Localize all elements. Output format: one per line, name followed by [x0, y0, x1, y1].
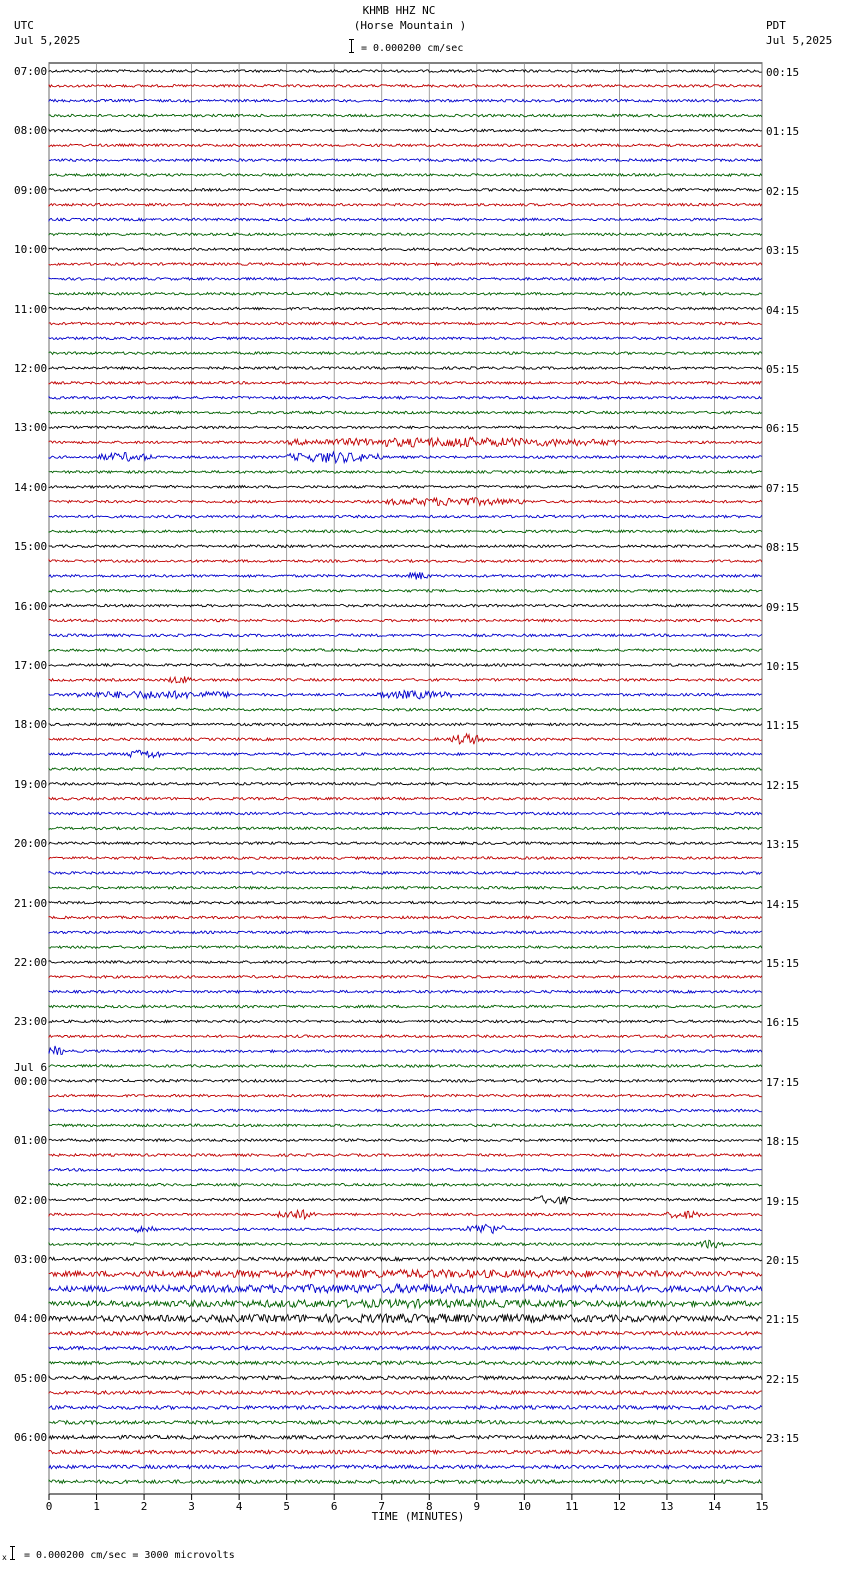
trace-line [49, 946, 762, 949]
local-hour-label: 20:15 [766, 1254, 800, 1267]
x-tick-label: 6 [330, 1500, 338, 1513]
utc-hour-label: 17:00 [14, 659, 48, 672]
trace-line [49, 797, 762, 800]
utc-hour-label: 06:00 [14, 1431, 48, 1445]
local-hour-label: 16:15 [766, 1016, 800, 1030]
trace-line [49, 437, 762, 447]
utc-hour-label: 09:00 [14, 183, 48, 197]
right-date: Jul 5,2025 [766, 34, 833, 47]
local-hour-label: 08:15 [766, 541, 800, 555]
utc-hour-label: 08:00 [14, 124, 48, 138]
local-hour-label: 12:15 [766, 778, 800, 792]
trace-line [49, 1224, 762, 1233]
trace-line [49, 70, 762, 73]
trace-line [49, 572, 762, 579]
utc-hour-label: 20:00 [14, 837, 48, 851]
trace-line [49, 396, 762, 399]
trace-line [49, 545, 762, 548]
trace-line [49, 1421, 762, 1425]
x-tick-label: 5 [283, 1500, 290, 1513]
trace-line [49, 1210, 762, 1219]
trace-line [49, 1299, 762, 1308]
utc-hour-label: 04:00 [14, 1312, 48, 1326]
trace-line [49, 515, 762, 518]
utc-hour-label: 13:00 [14, 421, 48, 435]
x-tick-label: 1 [93, 1500, 100, 1513]
trace-line [49, 233, 762, 236]
trace-line [49, 590, 762, 593]
footer-scale-bar-icon [10, 1546, 15, 1560]
trace-line [49, 1257, 762, 1261]
trace-line [49, 1450, 762, 1454]
local-hour-label: 02:15 [766, 184, 800, 198]
trace-line [49, 901, 762, 904]
trace-line [49, 872, 762, 875]
trace-line [49, 144, 762, 147]
trace-line [49, 1080, 762, 1083]
station-title: KHMB HHZ NC [362, 4, 436, 17]
trace-line [49, 1314, 762, 1323]
trace-line [49, 426, 762, 429]
trace-line [49, 560, 762, 563]
local-hour-label: 09:15 [766, 600, 800, 614]
trace-line [49, 1065, 762, 1068]
x-tick-label: 9 [473, 1500, 481, 1513]
trace-line [49, 1361, 762, 1365]
local-hour-label: 04:15 [766, 303, 800, 317]
trace-line [49, 604, 762, 607]
trace-line [49, 85, 762, 88]
trace-line [49, 734, 762, 744]
trace-line [49, 114, 762, 117]
trace-line [49, 842, 762, 845]
x-tick-label: 0 [45, 1500, 53, 1513]
utc-hour-label: 02:00 [14, 1193, 48, 1207]
utc-hour-label: 00:00 [14, 1074, 48, 1088]
trace-line [49, 174, 762, 177]
trace-line [49, 691, 762, 699]
trace-line [49, 1139, 762, 1142]
trace-line [49, 1284, 762, 1293]
trace-line [49, 1346, 762, 1350]
trace-line [49, 1020, 762, 1023]
trace-line [49, 486, 762, 489]
trace-line [49, 1035, 762, 1038]
trace-line [49, 1154, 762, 1157]
trace-line [49, 976, 762, 979]
trace-line [49, 708, 762, 711]
trace-line [49, 634, 762, 637]
utc-hour-label: 03:00 [14, 1253, 48, 1266]
trace-line [49, 916, 762, 919]
utc-hour-label: 05:00 [14, 1371, 48, 1385]
x-tick-label: 10 [517, 1500, 531, 1513]
trace-line [49, 1480, 762, 1484]
utc-hour-label: 21:00 [14, 896, 48, 910]
utc-hour-label: 15:00 [14, 540, 48, 554]
trace-line [49, 307, 762, 310]
trace-line [49, 664, 762, 667]
trace-line [49, 159, 762, 162]
utc-hour-label: 19:00 [14, 777, 48, 791]
trace-line [49, 1005, 762, 1008]
local-hour-label: 01:15 [766, 125, 800, 139]
trace-line [49, 1270, 762, 1278]
utc-hour-label: 16:00 [14, 599, 48, 613]
trace-line [49, 248, 762, 251]
trace-line [49, 1124, 762, 1127]
trace-line [49, 1046, 762, 1055]
trace-line [49, 218, 762, 221]
trace-line [49, 1094, 762, 1097]
trace-line [49, 812, 762, 815]
local-hour-label: 06:15 [766, 422, 800, 436]
trace-line [49, 1332, 762, 1336]
station-location: (Horse Mountain ) [353, 19, 467, 32]
footer-marker: x [2, 1553, 7, 1562]
local-hour-label: 23:15 [766, 1432, 800, 1446]
utc-hour-label: 10:00 [14, 243, 48, 257]
local-hour-label: 22:15 [766, 1372, 800, 1386]
local-hour-label: 00:15 [766, 66, 800, 79]
calibration-label: = 0.000200 cm/sec = 3000 microvolts [24, 1550, 235, 1561]
local-hour-label: 17:15 [766, 1075, 800, 1089]
trace-line [49, 1184, 762, 1187]
trace-line [49, 530, 762, 533]
trace-line [49, 619, 762, 622]
x-tick-label: 2 [140, 1500, 148, 1513]
trace-line [49, 382, 762, 385]
x-axis-label: TIME (MINUTES) [371, 1510, 465, 1523]
trace-line [49, 750, 762, 757]
utc-hour-label: 22:00 [14, 956, 48, 969]
trace-line [49, 783, 762, 786]
trace-line [49, 452, 762, 463]
trace-line [49, 857, 762, 860]
trace-line [49, 931, 762, 934]
local-hour-label: 14:15 [766, 897, 800, 911]
x-tick-label: 13 [660, 1500, 674, 1513]
trace-line [49, 293, 762, 296]
right-timezone: PDT [766, 19, 786, 32]
x-tick-label: 15 [755, 1500, 769, 1513]
utc-hour-label: 11:00 [14, 302, 48, 316]
x-tick-label: 8 [425, 1500, 433, 1513]
local-hour-label: 05:15 [766, 363, 800, 376]
trace-line [49, 1376, 762, 1380]
trace-line [49, 676, 762, 683]
scale-label: = 0.000200 cm/sec [361, 43, 464, 54]
trace-line [49, 367, 762, 370]
left-date: Jul 5,2025 [14, 34, 81, 47]
utc-hour-label: 12:00 [14, 362, 48, 375]
trace-line [49, 99, 762, 102]
x-tick-label: 4 [235, 1500, 243, 1513]
x-tick-label: 7 [378, 1500, 386, 1513]
utc-hour-label: 14:00 [14, 480, 48, 494]
trace-line [49, 768, 762, 771]
trace-line [49, 278, 762, 281]
local-hour-label: 07:15 [766, 481, 800, 495]
utc-date-change-label: Jul 6 [14, 1060, 48, 1074]
trace-line [49, 1196, 762, 1204]
trace-line [49, 649, 762, 652]
trace-line [49, 189, 762, 192]
trace-line [49, 411, 762, 414]
trace-line [49, 1109, 762, 1112]
local-hour-label: 19:15 [766, 1194, 800, 1208]
trace-line [49, 1240, 762, 1248]
local-hour-label: 10:15 [766, 660, 800, 673]
trace-line [49, 337, 762, 340]
trace-line [49, 990, 762, 993]
left-timezone: UTC [14, 19, 34, 32]
trace-line [49, 887, 762, 890]
trace-line [49, 827, 762, 830]
trace-line [49, 961, 762, 964]
trace-line [49, 129, 762, 132]
utc-hour-label: 18:00 [14, 718, 48, 732]
trace-line [49, 723, 762, 726]
trace-line [49, 498, 762, 506]
trace-line [49, 1465, 762, 1469]
x-tick-label: 12 [612, 1500, 627, 1513]
local-hour-label: 21:15 [766, 1313, 800, 1327]
utc-hour-label: 23:00 [14, 1015, 48, 1029]
x-tick-label: 14 [707, 1500, 722, 1513]
utc-hour-label: 01:00 [14, 1134, 48, 1148]
x-tick-label: 3 [188, 1500, 195, 1513]
local-hour-label: 13:15 [766, 838, 800, 852]
trace-line [49, 1169, 762, 1172]
trace-line [49, 263, 762, 266]
local-hour-label: 15:15 [766, 957, 800, 970]
trace-line [49, 1391, 762, 1395]
local-hour-label: 11:15 [766, 719, 800, 733]
trace-line [49, 1435, 762, 1439]
trace-line [49, 203, 762, 206]
trace-line [49, 1406, 762, 1410]
local-hour-label: 18:15 [766, 1135, 800, 1149]
local-hour-label: 03:15 [766, 244, 800, 258]
trace-line [49, 322, 762, 325]
trace-line [49, 352, 762, 355]
trace-line [49, 471, 762, 474]
utc-hour-label: 07:00 [14, 65, 48, 78]
x-tick-label: 11 [565, 1500, 579, 1513]
